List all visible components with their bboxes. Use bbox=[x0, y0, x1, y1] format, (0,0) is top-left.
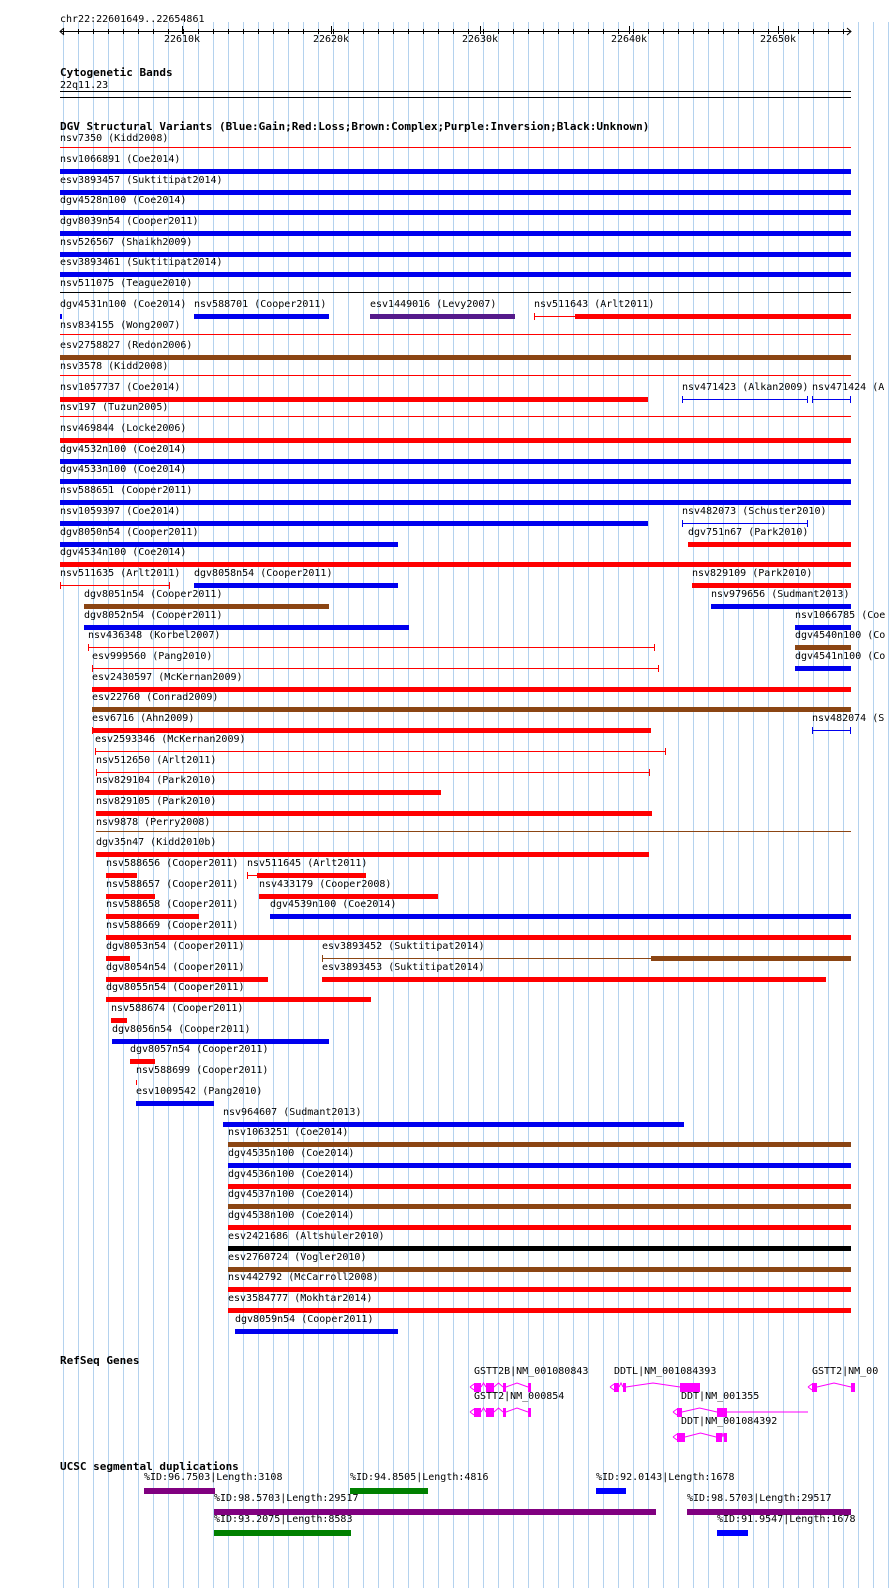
dgv-feature-label[interactable]: esv2760724 (Vogler2010) bbox=[228, 1252, 367, 1263]
dgv-feature-label[interactable]: dgv4538n100 (Coe2014) bbox=[228, 1210, 355, 1221]
dgv-feature-label[interactable]: nsv1066785 (Coe bbox=[795, 610, 886, 621]
dgv-feature-bar bbox=[88, 647, 655, 648]
dgv-feature-bar bbox=[106, 956, 130, 961]
dgv-feature-label[interactable]: nsv834155 (Wong2007) bbox=[60, 320, 181, 331]
dgv-feature-label[interactable]: nsv511075 (Teague2010) bbox=[60, 278, 193, 289]
refseq-intron bbox=[817, 1383, 851, 1387]
cytoband-line bbox=[60, 91, 851, 92]
segdup-bar bbox=[214, 1530, 351, 1536]
refseq-strand-arrow bbox=[470, 1409, 474, 1415]
dgv-feature-tick bbox=[682, 396, 683, 403]
dgv-feature-label[interactable]: nsv511645 (Arlt2011) bbox=[247, 858, 368, 869]
dgv-feature-bar bbox=[60, 272, 851, 277]
dgv-feature-bar bbox=[575, 314, 851, 319]
dgv-feature-tick bbox=[807, 396, 808, 403]
segdup-bar bbox=[144, 1488, 215, 1494]
dgv-feature-bar bbox=[688, 542, 851, 547]
cytoband-line bbox=[60, 97, 851, 98]
dgv-feature-bar bbox=[136, 1080, 137, 1085]
dgv-feature-bar bbox=[228, 1308, 851, 1313]
dgv-feature-bar bbox=[60, 210, 851, 215]
dgv-feature-tick bbox=[682, 520, 683, 527]
dgv-feature-tick bbox=[95, 748, 96, 755]
refseq-exon bbox=[851, 1383, 855, 1392]
dgv-feature-label[interactable]: dgv4531n100 (Coe2014) bbox=[60, 299, 187, 310]
ruler-tick-label: 22620k bbox=[312, 34, 350, 45]
dgv-feature-label[interactable]: esv2758827 (Redon2006) bbox=[60, 340, 193, 351]
dgv-feature-bar bbox=[92, 668, 659, 669]
dgv-feature-label[interactable]: nsv469844 (Locke2006) bbox=[60, 423, 187, 434]
dgv-feature-tick bbox=[88, 644, 89, 651]
refseq-gene-label[interactable]: DDT|NM_001084392 bbox=[681, 1416, 778, 1427]
dgv-feature-label[interactable]: nsv512650 (Arlt2011) bbox=[96, 755, 217, 766]
dgv-feature-bar bbox=[534, 316, 575, 317]
region-label: chr22:22601649..22654861 bbox=[60, 14, 205, 25]
refseq-exon bbox=[677, 1433, 685, 1442]
dgv-feature-tick bbox=[654, 644, 655, 651]
dgv-feature-bar bbox=[692, 583, 851, 588]
dgv-feature-tick bbox=[60, 582, 61, 589]
dgv-feature-bar bbox=[60, 479, 851, 484]
dgv-feature-label[interactable]: nsv588699 (Cooper2011) bbox=[136, 1065, 269, 1076]
dgv-feature-label[interactable]: esv2421686 (Altshuler2010) bbox=[228, 1231, 385, 1242]
dgv-feature-label[interactable]: dgv8050n54 (Cooper2011) bbox=[60, 527, 199, 538]
dgv-feature-bar bbox=[795, 645, 851, 650]
dgv-feature-bar bbox=[682, 399, 808, 400]
dgv-feature-label[interactable]: esv2430597 (McKernan2009) bbox=[92, 672, 243, 683]
dgv-feature-tick bbox=[665, 748, 666, 755]
dgv-feature-tick bbox=[850, 727, 851, 734]
dgv-feature-bar bbox=[60, 147, 851, 148]
dgv-feature-bar bbox=[60, 355, 851, 360]
dgv-feature-bar bbox=[60, 169, 851, 174]
dgv-feature-bar bbox=[95, 751, 666, 752]
dgv-feature-label[interactable]: nsv1063251 (Coe2014) bbox=[228, 1127, 349, 1138]
dgv-feature-label[interactable]: nsv197 (Tuzun2005) bbox=[60, 402, 169, 413]
refseq-exon bbox=[716, 1433, 722, 1442]
dgv-feature-tick bbox=[812, 727, 813, 734]
dgv-feature-label[interactable]: esv3893461 (Suktitipat2014) bbox=[60, 257, 223, 268]
dgv-feature-bar bbox=[247, 875, 257, 876]
dgv-feature-label[interactable]: dgv4536n100 (Coe2014) bbox=[228, 1169, 355, 1180]
dgv-feature-tick bbox=[812, 396, 813, 403]
dgv-feature-label[interactable]: dgv8052n54 (Cooper2011) bbox=[84, 610, 223, 621]
dgv-feature-label[interactable]: nsv588669 (Cooper2011) bbox=[106, 920, 239, 931]
dgv-feature-label[interactable]: dgv8056n54 (Cooper2011) bbox=[112, 1024, 251, 1035]
segdup-feature-label[interactable]: %ID:98.5703|Length:29517 bbox=[214, 1493, 359, 1504]
ruler-tick-label: 22630k bbox=[461, 34, 499, 45]
dgv-feature-label[interactable]: esv22760 (Conrad2009) bbox=[92, 692, 219, 703]
dgv-feature-bar bbox=[60, 231, 851, 236]
dgv-feature-bar bbox=[682, 523, 808, 524]
dgv-feature-bar bbox=[96, 772, 650, 773]
dgv-feature-bar bbox=[96, 811, 652, 816]
dgv-feature-bar bbox=[96, 831, 851, 832]
dgv-feature-bar bbox=[235, 1329, 398, 1334]
dgv-feature-label[interactable]: nsv964607 (Sudmant2013) bbox=[223, 1107, 362, 1118]
refseq-exon bbox=[486, 1408, 494, 1417]
refseq-strand-arrow bbox=[673, 1409, 677, 1415]
dgv-feature-bar bbox=[651, 956, 851, 961]
dgv-feature-label[interactable]: dgv8039n54 (Cooper2011) bbox=[60, 216, 199, 227]
dgv-feature-label[interactable]: esv1009542 (Pang2010) bbox=[136, 1086, 263, 1097]
refseq-gene-label[interactable]: DDT|NM_001355 bbox=[681, 1391, 760, 1402]
dgv-feature-bar bbox=[228, 1204, 851, 1209]
dgv-feature-bar bbox=[228, 1225, 851, 1230]
dgv-track-title[interactable]: DGV Structural Variants (Blue:Gain;Red:Loss;Brown:Complex;Purple:Inversion;Black:Unknown) bbox=[60, 120, 650, 133]
dgv-feature-tick bbox=[92, 727, 93, 734]
dgv-feature-label[interactable]: nsv588701 (Cooper2011) bbox=[194, 299, 327, 310]
segdup-bar bbox=[717, 1530, 748, 1536]
refseq-exon bbox=[812, 1383, 817, 1392]
dgv-feature-label[interactable]: nsv526567 (Shaikh2009) bbox=[60, 237, 193, 248]
dgv-feature-label[interactable]: nsv7350 (Kidd2008) bbox=[60, 133, 169, 144]
dgv-feature-label[interactable]: dgv4535n100 (Coe2014) bbox=[228, 1148, 355, 1159]
segdup-bar bbox=[350, 1488, 428, 1494]
dgv-feature-bar bbox=[322, 977, 826, 982]
cytoband-track-title[interactable]: Cytogenetic Bands bbox=[60, 66, 173, 79]
dgv-feature-bar bbox=[370, 314, 515, 319]
dgv-feature-bar bbox=[60, 438, 851, 443]
dgv-feature-bar bbox=[812, 730, 851, 731]
dgv-feature-label[interactable]: dgv8055n54 (Cooper2011) bbox=[106, 982, 245, 993]
dgv-feature-bar bbox=[228, 1163, 851, 1168]
refseq-track-title[interactable]: RefSeq Genes bbox=[60, 1354, 140, 1367]
segdup-feature-label[interactable]: %ID:93.2075|Length:8583 bbox=[214, 1514, 353, 1525]
dgv-feature-label[interactable]: nsv433179 (Cooper2008) bbox=[259, 879, 392, 890]
refseq-strand-arrow bbox=[470, 1384, 474, 1390]
dgv-feature-label[interactable]: dgv4528n100 (Coe2014) bbox=[60, 195, 187, 206]
dgv-feature-bar bbox=[228, 1142, 851, 1147]
dgv-feature-label[interactable]: nsv471424 (A bbox=[812, 382, 885, 393]
dgv-feature-bar bbox=[60, 292, 851, 293]
refseq-gene-label[interactable]: GSTT2|NM_000854 bbox=[474, 1391, 565, 1402]
segdup-feature-label[interactable]: %ID:92.0143|Length:1678 bbox=[596, 1472, 735, 1483]
dgv-feature-label[interactable]: esv6716 (Ahn2009) bbox=[92, 713, 195, 724]
dgv-feature-bar bbox=[106, 935, 851, 940]
dgv-feature-bar bbox=[136, 1101, 214, 1106]
dgv-feature-label[interactable]: nsv588656 (Cooper2011) bbox=[106, 858, 239, 869]
dgv-feature-bar bbox=[228, 1246, 851, 1251]
dgv-feature-bar bbox=[60, 375, 851, 376]
refseq-exon bbox=[503, 1408, 506, 1417]
dgv-feature-label[interactable]: dgv8057n54 (Cooper2011) bbox=[130, 1044, 269, 1055]
ruler-tick-label: 22610k bbox=[163, 34, 201, 45]
dgv-feature-bar bbox=[257, 873, 366, 878]
refseq-exon bbox=[474, 1408, 481, 1417]
refseq-exon bbox=[724, 1433, 727, 1442]
dgv-feature-label[interactable]: nsv442792 (McCarroll2008) bbox=[228, 1272, 379, 1283]
dgv-feature-label[interactable]: nsv471423 (Alkan2009) bbox=[682, 382, 809, 393]
segdup-feature-label[interactable]: %ID:91.9547|Length:1678 bbox=[717, 1514, 856, 1525]
dgv-feature-bar bbox=[106, 997, 371, 1002]
refseq-strand-arrow bbox=[610, 1384, 614, 1390]
dgv-feature-label[interactable]: nsv829105 (Park2010) bbox=[96, 796, 217, 807]
dgv-feature-label[interactable]: esv3893453 (Suktitipat2014) bbox=[322, 962, 485, 973]
refseq-intron bbox=[619, 1383, 680, 1387]
dgv-feature-label[interactable]: dgv8058n54 (Cooper2011) bbox=[194, 568, 333, 579]
dgv-feature-label[interactable]: nsv1066891 (Coe2014) bbox=[60, 154, 181, 165]
dgv-feature-bar bbox=[130, 1059, 155, 1064]
dgv-feature-bar bbox=[60, 416, 851, 417]
dgv-feature-bar bbox=[194, 314, 329, 319]
dgv-feature-label[interactable]: dgv4540n100 (Co bbox=[795, 630, 886, 641]
dgv-feature-label[interactable]: nsv9878 (Perry2008) bbox=[96, 817, 211, 828]
dgv-feature-label[interactable]: esv999560 (Pang2010) bbox=[92, 651, 213, 662]
dgv-feature-label[interactable]: nsv829109 (Park2010) bbox=[692, 568, 813, 579]
refseq-exon bbox=[623, 1383, 626, 1392]
dgv-feature-tick bbox=[658, 665, 659, 672]
dgv-feature-bar bbox=[60, 314, 62, 319]
dgv-feature-label[interactable]: esv3893452 (Suktitipat2014) bbox=[322, 941, 485, 952]
dgv-feature-bar bbox=[322, 958, 651, 959]
dgv-feature-tick bbox=[169, 582, 170, 589]
dgv-feature-label[interactable]: nsv588658 (Cooper2011) bbox=[106, 899, 239, 910]
dgv-feature-label[interactable]: nsv511635 (Arlt2011) bbox=[60, 568, 181, 579]
dgv-feature-bar bbox=[106, 914, 199, 919]
dgv-feature-label[interactable]: nsv482073 (Schuster2010) bbox=[682, 506, 827, 517]
dgv-feature-bar bbox=[111, 1018, 127, 1023]
segdup-track-title[interactable]: UCSC segmental duplications bbox=[60, 1460, 239, 1473]
dgv-feature-tick bbox=[649, 769, 650, 776]
dgv-feature-bar bbox=[711, 604, 851, 609]
dgv-feature-label[interactable]: nsv1059397 (Coe2014) bbox=[60, 506, 181, 517]
dgv-feature-label[interactable]: nsv588674 (Cooper2011) bbox=[111, 1003, 244, 1014]
dgv-feature-label[interactable]: esv2593346 (McKernan2009) bbox=[95, 734, 246, 745]
segdup-feature-label[interactable]: %ID:96.7503|Length:3108 bbox=[144, 1472, 283, 1483]
dgv-feature-label[interactable]: dgv4539n100 (Coe2014) bbox=[270, 899, 397, 910]
dgv-feature-label[interactable]: dgv4534n100 (Coe2014) bbox=[60, 547, 187, 558]
dgv-feature-bar bbox=[60, 585, 170, 586]
dgv-feature-label[interactable]: dgv8053n54 (Cooper2011) bbox=[106, 941, 245, 952]
dgv-feature-bar bbox=[194, 583, 398, 588]
dgv-feature-label[interactable]: nsv436348 (Korbel2007) bbox=[88, 630, 221, 641]
dgv-feature-bar bbox=[228, 1287, 851, 1292]
dgv-feature-label[interactable]: nsv588651 (Cooper2011) bbox=[60, 485, 193, 496]
refseq-exon bbox=[614, 1383, 619, 1392]
dgv-feature-bar bbox=[92, 707, 851, 712]
segdup-bar bbox=[596, 1488, 626, 1494]
dgv-feature-bar bbox=[60, 562, 851, 567]
refseq-strand-arrow bbox=[808, 1384, 812, 1390]
refseq-gene-label[interactable]: GSTT2|NM_00 bbox=[812, 1366, 879, 1377]
dgv-feature-label[interactable]: esv3584777 (Mokhtar2014) bbox=[228, 1293, 373, 1304]
refseq-strand-arrow bbox=[673, 1434, 677, 1440]
dgv-feature-label[interactable]: dgv4541n100 (Co bbox=[795, 651, 886, 662]
dgv-feature-bar bbox=[106, 873, 137, 878]
dgv-feature-bar bbox=[92, 728, 651, 733]
dgv-feature-label[interactable]: esv3893457 (Suktitipat2014) bbox=[60, 175, 223, 186]
dgv-feature-tick bbox=[807, 520, 808, 527]
refseq-intron bbox=[682, 1408, 808, 1412]
dgv-feature-label[interactable]: dgv8051n54 (Cooper2011) bbox=[84, 589, 223, 600]
dgv-feature-bar bbox=[96, 852, 649, 857]
dgv-feature-bar bbox=[812, 399, 851, 400]
dgv-feature-bar bbox=[270, 914, 851, 919]
segdup-feature-label[interactable]: %ID:98.5703|Length:29517 bbox=[687, 1493, 832, 1504]
dgv-feature-tick bbox=[92, 665, 93, 672]
dgv-feature-bar bbox=[84, 604, 329, 609]
dgv-feature-label[interactable]: dgv751n67 (Park2010) bbox=[688, 527, 809, 538]
dgv-feature-label[interactable]: nsv1057737 (Coe2014) bbox=[60, 382, 181, 393]
dgv-feature-label[interactable]: nsv588657 (Cooper2011) bbox=[106, 879, 239, 890]
dgv-feature-label[interactable]: dgv4533n100 (Coe2014) bbox=[60, 464, 187, 475]
refseq-exon bbox=[528, 1408, 531, 1417]
refseq-gene-label[interactable]: DDTL|NM_001084393 bbox=[614, 1366, 717, 1377]
dgv-feature-bar bbox=[60, 500, 851, 505]
dgv-feature-bar bbox=[60, 334, 851, 335]
dgv-feature-label[interactable]: dgv35n47 (Kidd2010b) bbox=[96, 837, 217, 848]
ruler-tick-label: 22640k bbox=[610, 34, 648, 45]
segdup-feature-label[interactable]: %ID:94.8505|Length:4816 bbox=[350, 1472, 489, 1483]
dgv-feature-label[interactable]: dgv8059n54 (Cooper2011) bbox=[235, 1314, 374, 1325]
dgv-feature-label[interactable]: nsv829104 (Park2010) bbox=[96, 775, 217, 786]
dgv-feature-label[interactable]: dgv4532n100 (Coe2014) bbox=[60, 444, 187, 455]
dgv-feature-label[interactable]: nsv979656 (Sudmant2013) bbox=[711, 589, 850, 600]
dgv-feature-label[interactable]: dgv4537n100 (Coe2014) bbox=[228, 1189, 355, 1200]
dgv-feature-label[interactable]: nsv482074 (S bbox=[812, 713, 885, 724]
dgv-feature-label[interactable]: dgv8054n54 (Cooper2011) bbox=[106, 962, 245, 973]
dgv-feature-label[interactable]: nsv511643 (Arlt2011) bbox=[534, 299, 655, 310]
refseq-gene-label[interactable]: GSTT2B|NM_001080843 bbox=[474, 1366, 589, 1377]
dgv-feature-bar bbox=[795, 666, 851, 671]
dgv-feature-label[interactable]: nsv3578 (Kidd2008) bbox=[60, 361, 169, 372]
dgv-feature-bar bbox=[96, 790, 441, 795]
ruler-tick-label: 22650k bbox=[759, 34, 797, 45]
dgv-feature-bar bbox=[60, 521, 648, 526]
dgv-feature-label[interactable]: esv1449016 (Levy2007) bbox=[370, 299, 497, 310]
cytoband-label: 22q11.23 bbox=[60, 80, 109, 91]
dgv-feature-tick bbox=[850, 396, 851, 403]
